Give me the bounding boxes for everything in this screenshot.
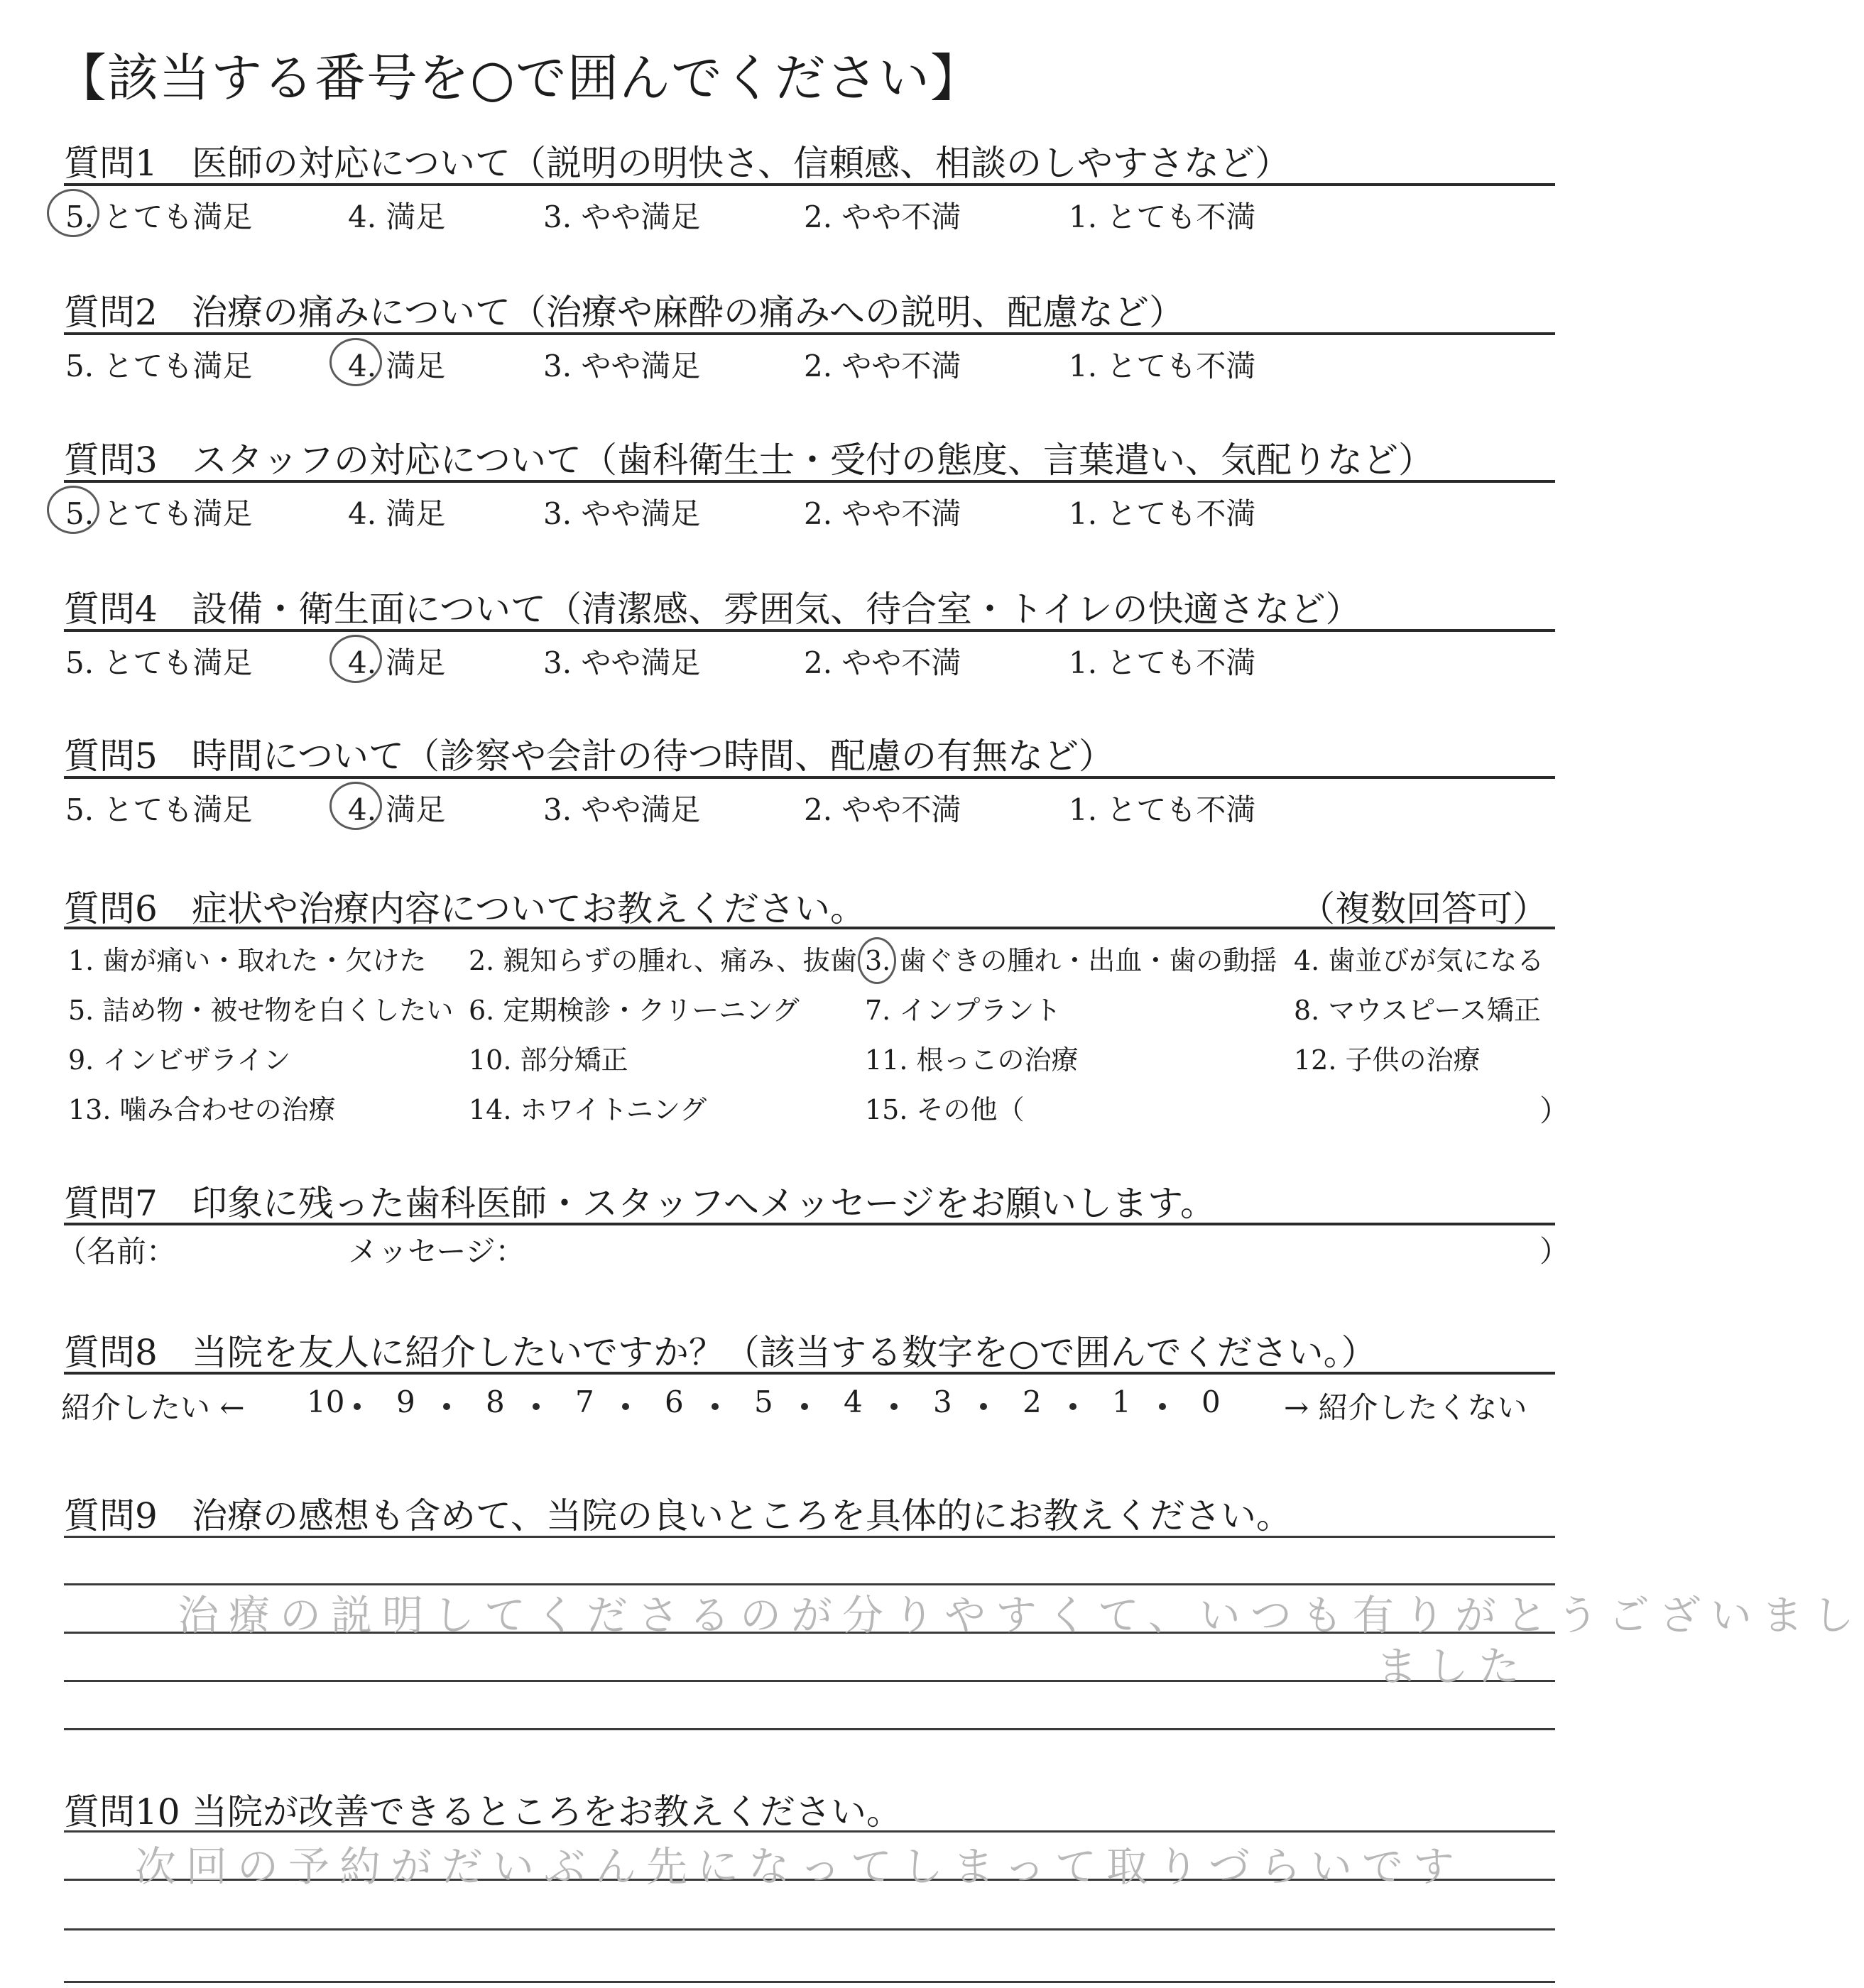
- q1-option-3[interactable]: 3. やや満足: [543, 200, 701, 234]
- q8-scale-separator-dot: [443, 1403, 450, 1410]
- q2-option-4[interactable]: 4. 満足: [348, 349, 446, 383]
- q3-number: 質問3: [64, 439, 158, 481]
- q9-text: 治療の感想も含めて、当院の良いところを具体的にお教えください。: [192, 1495, 1292, 1536]
- q9-handwritten-answer-line2[interactable]: ました: [1376, 1642, 1530, 1691]
- q8-scale-10[interactable]: 10: [307, 1384, 345, 1419]
- q2-option-5[interactable]: 5. とても満足: [65, 349, 253, 383]
- q5-option-5[interactable]: 5. とても満足: [65, 792, 253, 827]
- q2-option-2[interactable]: 2. やや不満: [804, 349, 961, 383]
- q6-text: 症状や治療内容についてお教えください。: [192, 888, 866, 929]
- q6-option-1[interactable]: 1. 歯が痛い・取れた・欠けた: [68, 945, 427, 976]
- q5-number: 質問5: [64, 736, 158, 777]
- q1-number: 質問1: [64, 143, 158, 184]
- q7-number: 質問7: [64, 1183, 158, 1224]
- q4-option-5[interactable]: 5. とても満足: [65, 645, 253, 680]
- q8-scale-separator-dot: [801, 1403, 808, 1410]
- q1-option-2[interactable]: 2. やや不満: [804, 200, 961, 234]
- q1-text: 医師の対応について（説明の明快さ、信頼感、相談のしやすさなど）: [192, 143, 1290, 184]
- form-instruction: 【該当する番号を○で囲んでください】: [55, 48, 982, 108]
- q6-option-12[interactable]: 12. 子供の治療: [1294, 1044, 1481, 1076]
- q5-text: 時間について（診察や会計の待つ時間、配慮の有無など）: [192, 736, 1114, 777]
- q8-right-label: → 紹介したくない: [1284, 1390, 1527, 1425]
- q8-scale-separator-dot: [890, 1403, 898, 1410]
- q1-title: [64, 135, 1290, 186]
- q8-scale-8[interactable]: 8: [486, 1384, 505, 1419]
- q8-scale-5[interactable]: 5: [754, 1384, 773, 1419]
- q2-title: [64, 284, 1184, 335]
- q5-option-1[interactable]: 1. とても不満: [1069, 792, 1256, 827]
- q6-other-close: ）: [1539, 1093, 1570, 1128]
- q3-option-2[interactable]: 2. やや不満: [804, 496, 961, 531]
- q6-option-6[interactable]: 6. 定期検診・クリーニング: [469, 995, 800, 1026]
- q8-scale-separator-dot: [622, 1403, 629, 1410]
- q4-selection-circle[interactable]: [329, 635, 382, 683]
- q10-text: 当院が改善できるところをお教えください。: [192, 1791, 902, 1833]
- q6-number: 質問6: [64, 888, 158, 929]
- q6-option-3[interactable]: 3. 歯ぐきの腫れ・出血・歯の動揺: [865, 945, 1277, 976]
- q8-scale-9[interactable]: 9: [396, 1384, 415, 1419]
- q8-scale-1[interactable]: 1: [1112, 1384, 1131, 1419]
- q6-title: [64, 880, 866, 932]
- q1-option-4[interactable]: 4. 満足: [348, 200, 446, 234]
- q6-selection-circle[interactable]: [858, 937, 896, 984]
- q3-option-3[interactable]: 3. やや満足: [543, 496, 701, 531]
- q6-option-2[interactable]: 2. 親知らずの腫れ、痛み、抜歯: [469, 945, 857, 976]
- q6-option-9[interactable]: 9. インビザライン: [68, 1044, 291, 1076]
- q7-title: [64, 1175, 1216, 1226]
- q8-scale-4[interactable]: 4: [844, 1384, 863, 1419]
- q6-option-7[interactable]: 7. インプラント: [865, 995, 1062, 1026]
- q6-option-15[interactable]: 15. その他（: [865, 1094, 1025, 1125]
- q9-handwritten-answer-line1[interactable]: 治療の説明してくださるのが分りやすくて、いつも有りがとうございまし: [178, 1591, 1864, 1639]
- q6-option-10[interactable]: 10. 部分矯正: [469, 1044, 628, 1076]
- q4-option-1[interactable]: 1. とても不満: [1069, 645, 1256, 680]
- q2-number: 質問2: [64, 292, 158, 333]
- q4-option-2[interactable]: 2. やや不満: [804, 645, 961, 680]
- q8-scale-3[interactable]: 3: [933, 1384, 952, 1419]
- q4-option-3[interactable]: 3. やや満足: [543, 645, 701, 680]
- q6-option-11[interactable]: 11. 根っこの治療: [865, 1044, 1079, 1076]
- q4-option-4[interactable]: 4. 満足: [348, 645, 446, 680]
- q8-text: 当院を友人に紹介したいですか？（該当する数字を○で囲んでください。）: [192, 1332, 1377, 1373]
- q7-name-label: （名前：: [57, 1234, 177, 1269]
- q8-scale-separator-dot: [712, 1403, 719, 1410]
- q8-scale-0[interactable]: 0: [1201, 1384, 1221, 1419]
- q2-option-1[interactable]: 1. とても不満: [1069, 349, 1256, 383]
- q9-title: [64, 1487, 1292, 1539]
- q3-option-5[interactable]: 5. とても満足: [65, 496, 253, 531]
- q3-option-4[interactable]: 4. 満足: [348, 496, 446, 531]
- q8-scale-separator-dot: [1159, 1403, 1166, 1410]
- q6-option-14[interactable]: 14. ホワイトニング: [469, 1094, 707, 1125]
- q4-number: 質問4: [64, 589, 158, 630]
- q6-option-8[interactable]: 8. マウスピース矯正: [1294, 995, 1541, 1026]
- q5-option-2[interactable]: 2. やや不満: [804, 792, 961, 827]
- q8-left-label: 紹介したい ←: [61, 1390, 245, 1425]
- q1-option-1[interactable]: 1. とても不満: [1069, 200, 1256, 234]
- q7-text: 印象に残った歯科医師・スタッフへメッセージをお願いします。: [192, 1183, 1216, 1224]
- q8-scale-separator-dot: [1069, 1403, 1077, 1410]
- q8-scale-separator-dot: [980, 1403, 987, 1410]
- q8-scale-6[interactable]: 6: [665, 1384, 684, 1419]
- q9-number: 質問9: [64, 1495, 158, 1536]
- q10-handwritten-answer[interactable]: 次回の予約がだいぶん先になってしまって取りづらいです: [135, 1842, 1465, 1891]
- q6-option-4[interactable]: 4. 歯並びが気になる: [1294, 945, 1544, 976]
- q6-note: （複数回答可）: [1299, 888, 1548, 929]
- q8-scale-7[interactable]: 7: [575, 1384, 594, 1419]
- q3-title: [64, 432, 1434, 483]
- q7-close: ）: [1539, 1234, 1570, 1269]
- q2-option-3[interactable]: 3. やや満足: [543, 349, 701, 383]
- q10-number: 質問10: [64, 1791, 180, 1833]
- q8-scale-separator-dot: [533, 1403, 540, 1410]
- q3-option-1[interactable]: 1. とても不満: [1069, 496, 1256, 531]
- q5-option-3[interactable]: 3. やや満足: [543, 792, 701, 827]
- q6-option-5[interactable]: 5. 詰め物・被せ物を白くしたい: [68, 995, 454, 1026]
- q2-text: 治療の痛みについて（治療や麻酔の痛みへの説明、配慮など）: [192, 292, 1184, 333]
- q6-option-13[interactable]: 13. 噛み合わせの治療: [68, 1094, 336, 1125]
- q5-selection-circle[interactable]: [329, 782, 382, 830]
- q8-scale-separator-dot: [354, 1403, 361, 1410]
- q3-text: スタッフの対応について（歯科衛生士・受付の態度、言葉遣い、気配りなど）: [192, 439, 1434, 481]
- q1-selection-circle[interactable]: [47, 189, 99, 237]
- q2-selection-circle[interactable]: [329, 338, 382, 386]
- q8-scale-2[interactable]: 2: [1023, 1384, 1042, 1419]
- q4-title: [64, 581, 1361, 632]
- q8-title: [64, 1324, 1377, 1375]
- q10-title: [64, 1784, 902, 1835]
- q3-selection-circle[interactable]: [47, 486, 99, 534]
- q8-number: 質問8: [64, 1332, 158, 1373]
- q1-option-5[interactable]: 5. とても満足: [65, 200, 253, 234]
- q5-option-4[interactable]: 4. 満足: [348, 792, 446, 827]
- q7-message-label: メッセージ：: [348, 1234, 525, 1269]
- q4-text: 設備・衛生面について（清潔感、雰囲気、待合室・トイレの快適さなど）: [192, 589, 1361, 630]
- q5-title: [64, 728, 1114, 779]
